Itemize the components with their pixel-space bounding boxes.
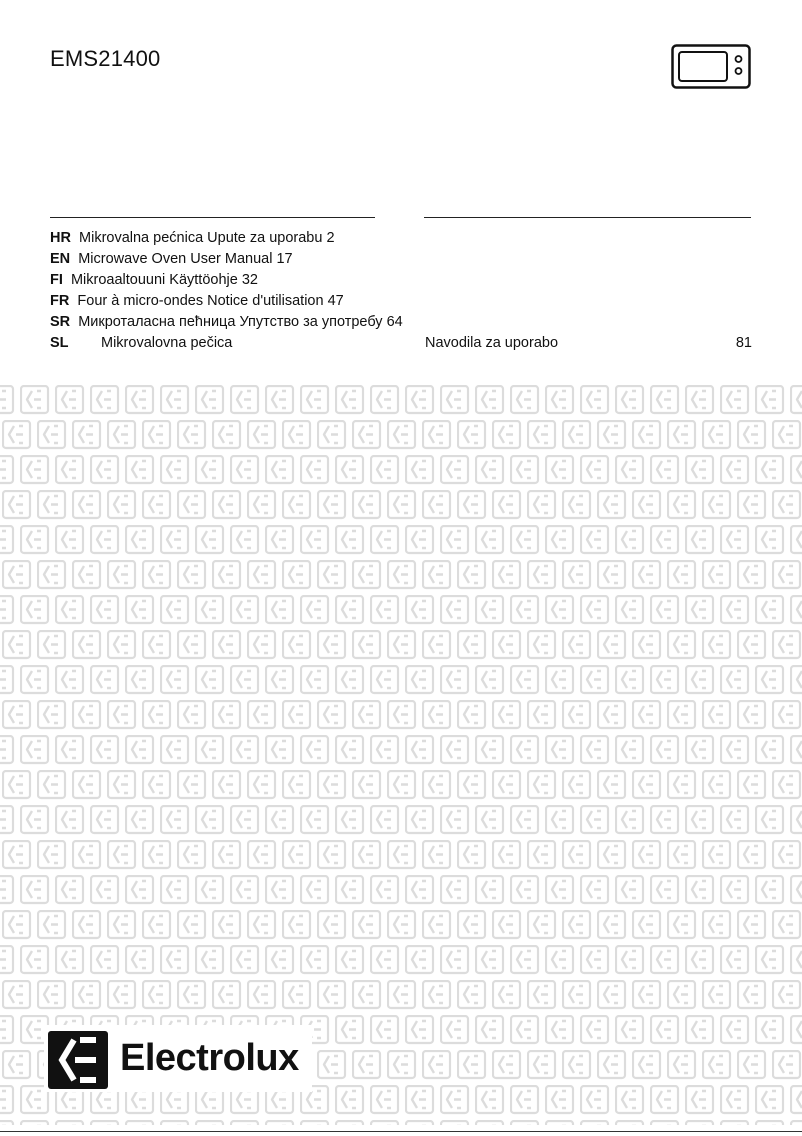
- language-manual-label: Navodila za uporabo: [425, 335, 559, 351]
- language-row-last: [50, 333, 752, 354]
- language-code: EN: [50, 251, 71, 267]
- language-list: [50, 228, 752, 354]
- divider-right: [424, 217, 751, 218]
- language-row: [50, 312, 752, 333]
- language-code: SL: [50, 335, 69, 351]
- language-title: Mikrovalovna pečica: [101, 335, 233, 351]
- language-row: [50, 291, 752, 312]
- page-bottom-border: [0, 1131, 802, 1132]
- language-row: [50, 249, 752, 270]
- language-code: HR: [50, 230, 71, 246]
- language-code: FR: [50, 293, 70, 309]
- electrolux-logo-mark-icon: [48, 1031, 108, 1089]
- language-code: FI: [50, 272, 63, 288]
- logo-pattern-background: [0, 385, 802, 1125]
- language-title: Four à micro-ondes Notice d'utilisation 47: [77, 293, 344, 309]
- language-title: Microwave Oven User Manual 17: [78, 251, 293, 267]
- language-title: Микроталасна пећница Упутство за употребу 64: [78, 314, 403, 330]
- language-title: Mikroaaltouuni Käyttöohje 32: [70, 272, 258, 288]
- language-title: Mikrovalna pećnica Upute za uporabu 2: [79, 230, 335, 246]
- divider-left: [50, 217, 375, 218]
- model-number: EMS21400: [50, 46, 161, 71]
- brand-logo: [44, 1025, 312, 1092]
- language-code: SR: [50, 314, 71, 330]
- microwave-oven-icon: [671, 44, 751, 90]
- language-row: [50, 228, 752, 249]
- language-page-number: 81: [735, 335, 752, 351]
- brand-name: Electrolux: [120, 1037, 299, 1079]
- language-row: [50, 270, 752, 291]
